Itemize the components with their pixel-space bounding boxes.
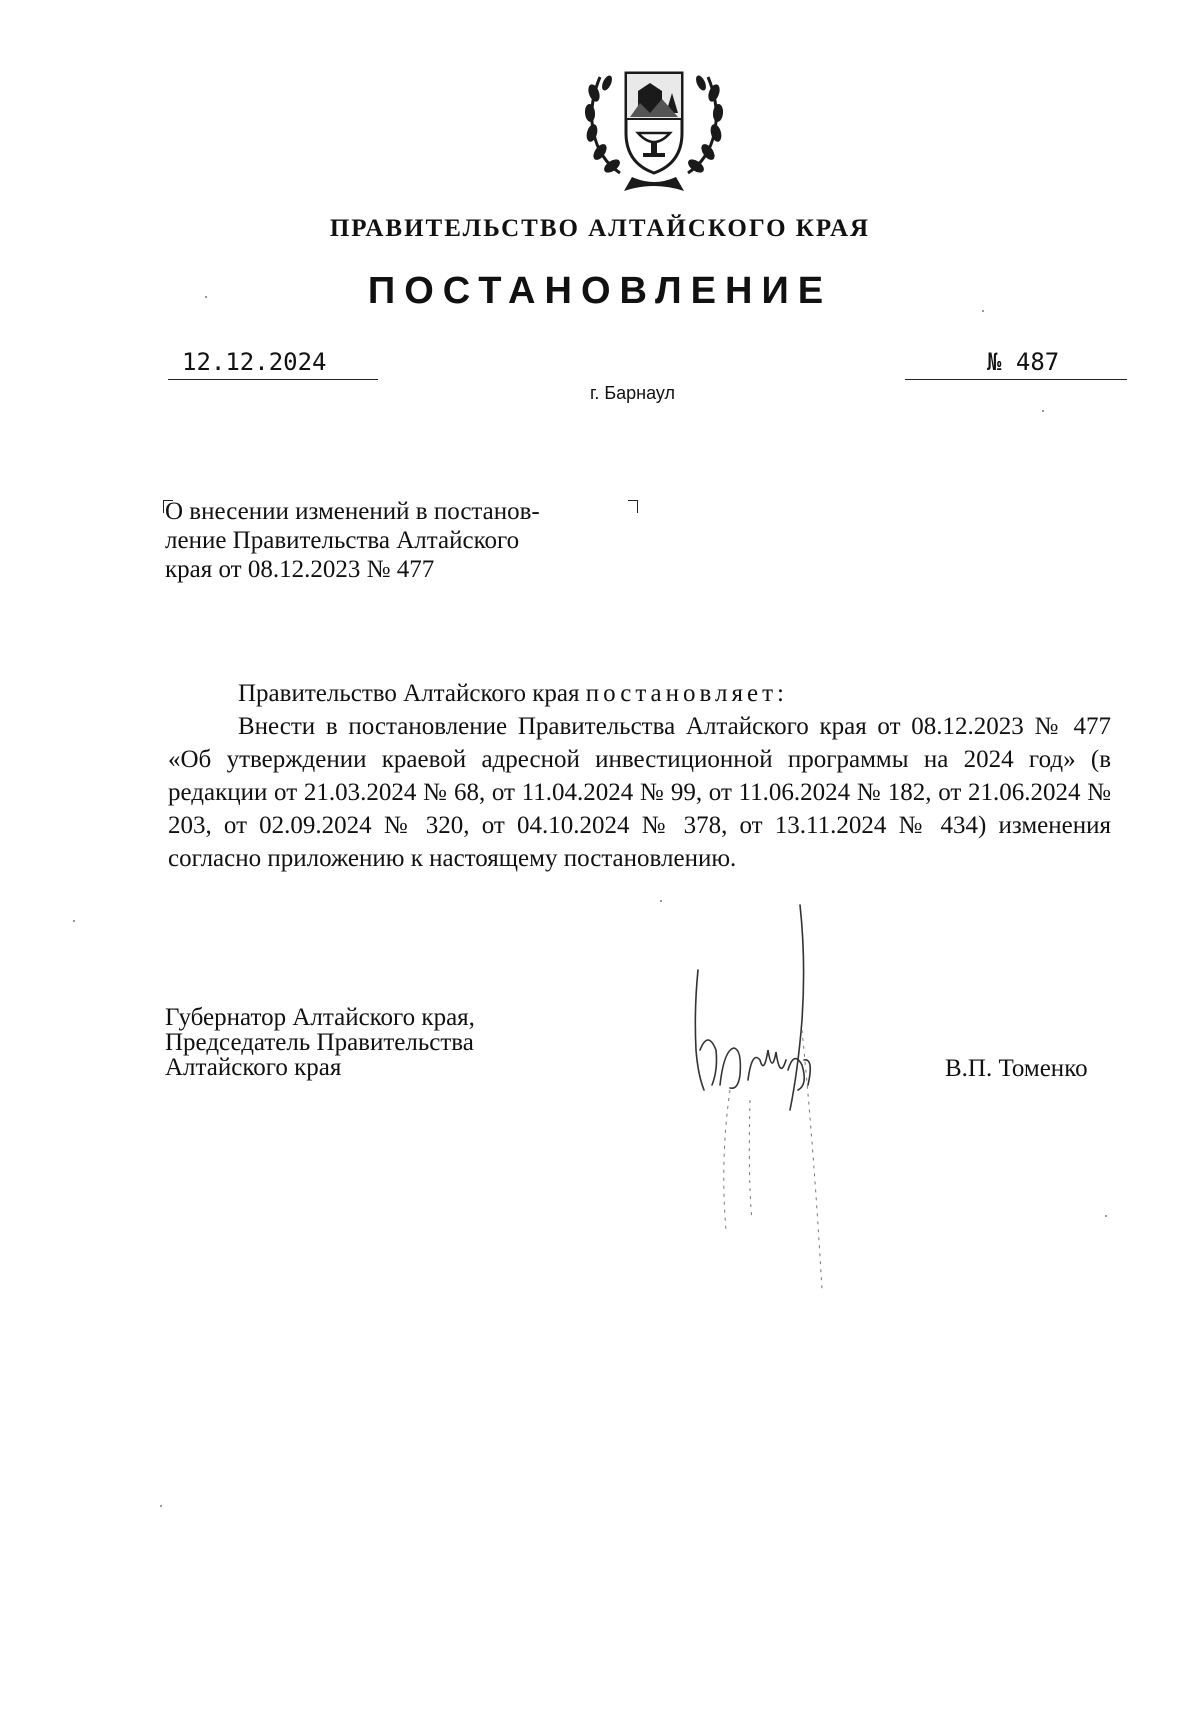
scan-speck xyxy=(982,310,984,312)
document-body xyxy=(168,677,1111,875)
position-line: Губернатор Алтайского края, xyxy=(165,1004,475,1031)
document-city: г. Барнаул xyxy=(589,383,676,403)
scan-speck xyxy=(1042,410,1044,412)
lead-action: постановляет xyxy=(585,680,777,707)
scan-speck xyxy=(660,900,662,902)
signatory-position xyxy=(165,1005,585,1080)
scan-speck xyxy=(205,296,207,298)
resolution-lead xyxy=(168,677,1111,710)
subject-line: ление Правительства Алтайского xyxy=(165,527,520,554)
subject-line: О внесении изменений в постанов- xyxy=(165,498,540,525)
coat-of-arms-icon xyxy=(580,55,728,195)
subject-bracket-right xyxy=(628,500,638,513)
resolution-paragraph: Внести в постановление Правительства Алтайского края от 08.12.2023 № 477 «Об утверждении краевой адресной инвестиционной программы на 2024 год» (в редакции от 21.03.2024 № 68, от 11.04.2024 № 99, от 11.06.2024 № 182, от 21.06.2024 № 203, от 02.09.2024 № 320, от 04.10.2024 № 378, от 13.11.2024 № 434) изменения согласно приложению к настоящему постановлению. xyxy=(168,713,1111,872)
lead-prefix: Правительство Алтайского края xyxy=(238,680,586,707)
document-number: № 487 xyxy=(905,348,1127,380)
document-type: ПОСТАНОВЛЕНИЕ xyxy=(367,270,833,312)
document-subject xyxy=(165,497,625,584)
scan-speck xyxy=(73,920,75,922)
scan-speck xyxy=(160,1505,162,1507)
position-line: Алтайского края xyxy=(165,1054,342,1081)
subject-line: края от 08.12.2023 № 477 xyxy=(165,556,435,583)
position-line: Председатель Правительства xyxy=(165,1029,474,1056)
handwritten-signature xyxy=(690,900,860,1300)
scan-speck xyxy=(1105,1215,1107,1217)
government-name: ПРАВИТЕЛЬСТВО АЛТАЙСКОГО КРАЯ xyxy=(329,215,871,242)
document-date: 12.12.2024 xyxy=(168,348,378,380)
signatory-name: В.П. Томенко xyxy=(945,1055,1088,1082)
lead-suffix: : xyxy=(777,680,784,707)
